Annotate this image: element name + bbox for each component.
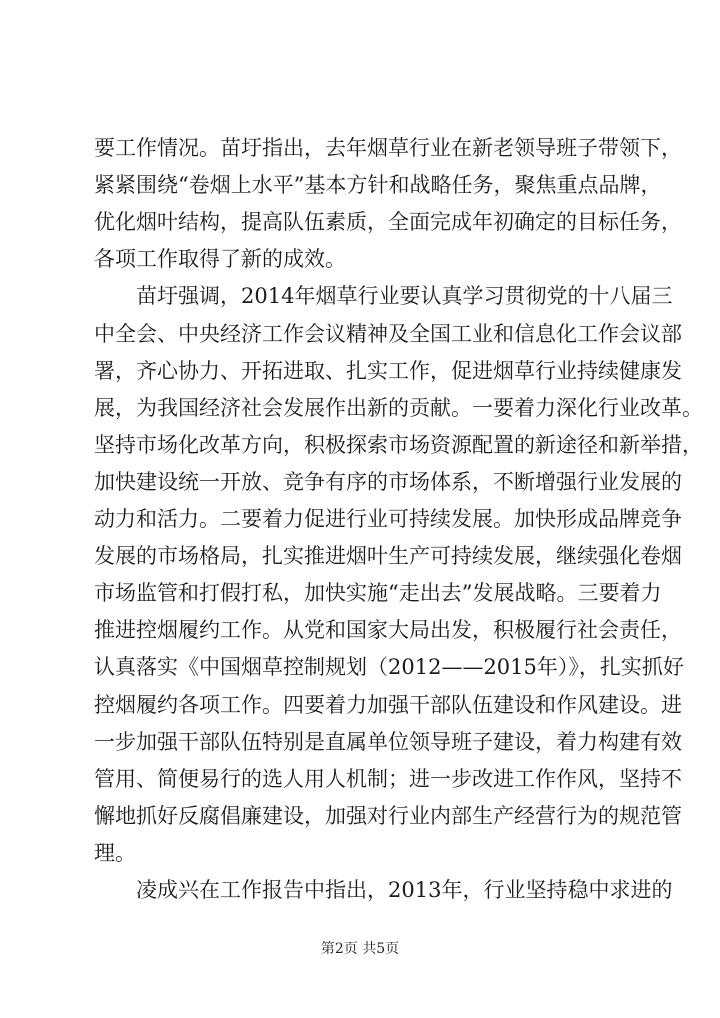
text-line: 发展的市场格局，扎实推进烟叶生产可持续发展，继续强化卷烟 xyxy=(94,544,682,568)
text-line: 一步加强干部队伍特别是直属单位领导班子建设，着力构建有效 xyxy=(94,730,682,754)
text-line: 控烟履约各项工作。四要着力加强干部队伍建设和作风建设。进 xyxy=(94,693,682,717)
text-line: 紧紧围绕“卷烟上水平”基本方针和战略任务，聚焦重点品牌， xyxy=(94,173,662,197)
text-line: 管用、简便易行的选人用人机制；进一步改进工作作风，坚持不 xyxy=(94,767,682,791)
page-number-footer: 第2页 共5页 xyxy=(320,941,400,957)
text-line: 各项工作取得了新的成效。 xyxy=(94,247,346,271)
text-line: 要工作情况。苗圩指出，去年烟草行业在新老领导班子带领下， xyxy=(94,136,682,160)
text-line: 市场监管和打假打私，加快实施“走出去”发展战略。三要着力 xyxy=(94,581,662,605)
text-line: 推进控烟履约工作。从党和国家大局出发，积极履行社会责任， xyxy=(94,618,682,642)
text-line: 优化烟叶结构，提高队伍素质，全面完成年初确定的目标任务， xyxy=(94,210,682,234)
text-line: 理。 xyxy=(94,841,136,865)
paragraph-start-line: 苗圩强调，2014年烟草行业要认真学习贯彻党的十八届三 xyxy=(136,284,673,308)
text-line: 认真落实《中国烟草控制规划（2012——2015年）》，扎实抓好 xyxy=(94,655,684,679)
text-line: 署，齐心协力、开拓进取、扎实工作，促进烟草行业持续健康发 xyxy=(94,359,682,383)
text-line: 加快建设统一开放、竞争有序的市场体系，不断增强行业发展的 xyxy=(94,470,682,494)
text-line: 动力和活力。二要着力促进行业可持续发展。加快形成品牌竞争 xyxy=(94,507,682,531)
text-line: 坚持市场化改革方向，积极探索市场资源配置的新途径和新举措， xyxy=(94,433,703,457)
paragraph-start-line: 凌成兴在工作报告中指出，2013年，行业坚持稳中求进的 xyxy=(136,878,673,902)
text-line: 中全会、中央经济工作会议精神及全国工业和信息化工作会议部 xyxy=(94,322,682,346)
text-line: 展，为我国经济社会发展作出新的贡献。一要着力深化行业改革。 xyxy=(94,396,703,420)
text-line: 懈地抓好反腐倡廉建设，加强对行业内部生产经营行为的规范管 xyxy=(94,804,682,828)
